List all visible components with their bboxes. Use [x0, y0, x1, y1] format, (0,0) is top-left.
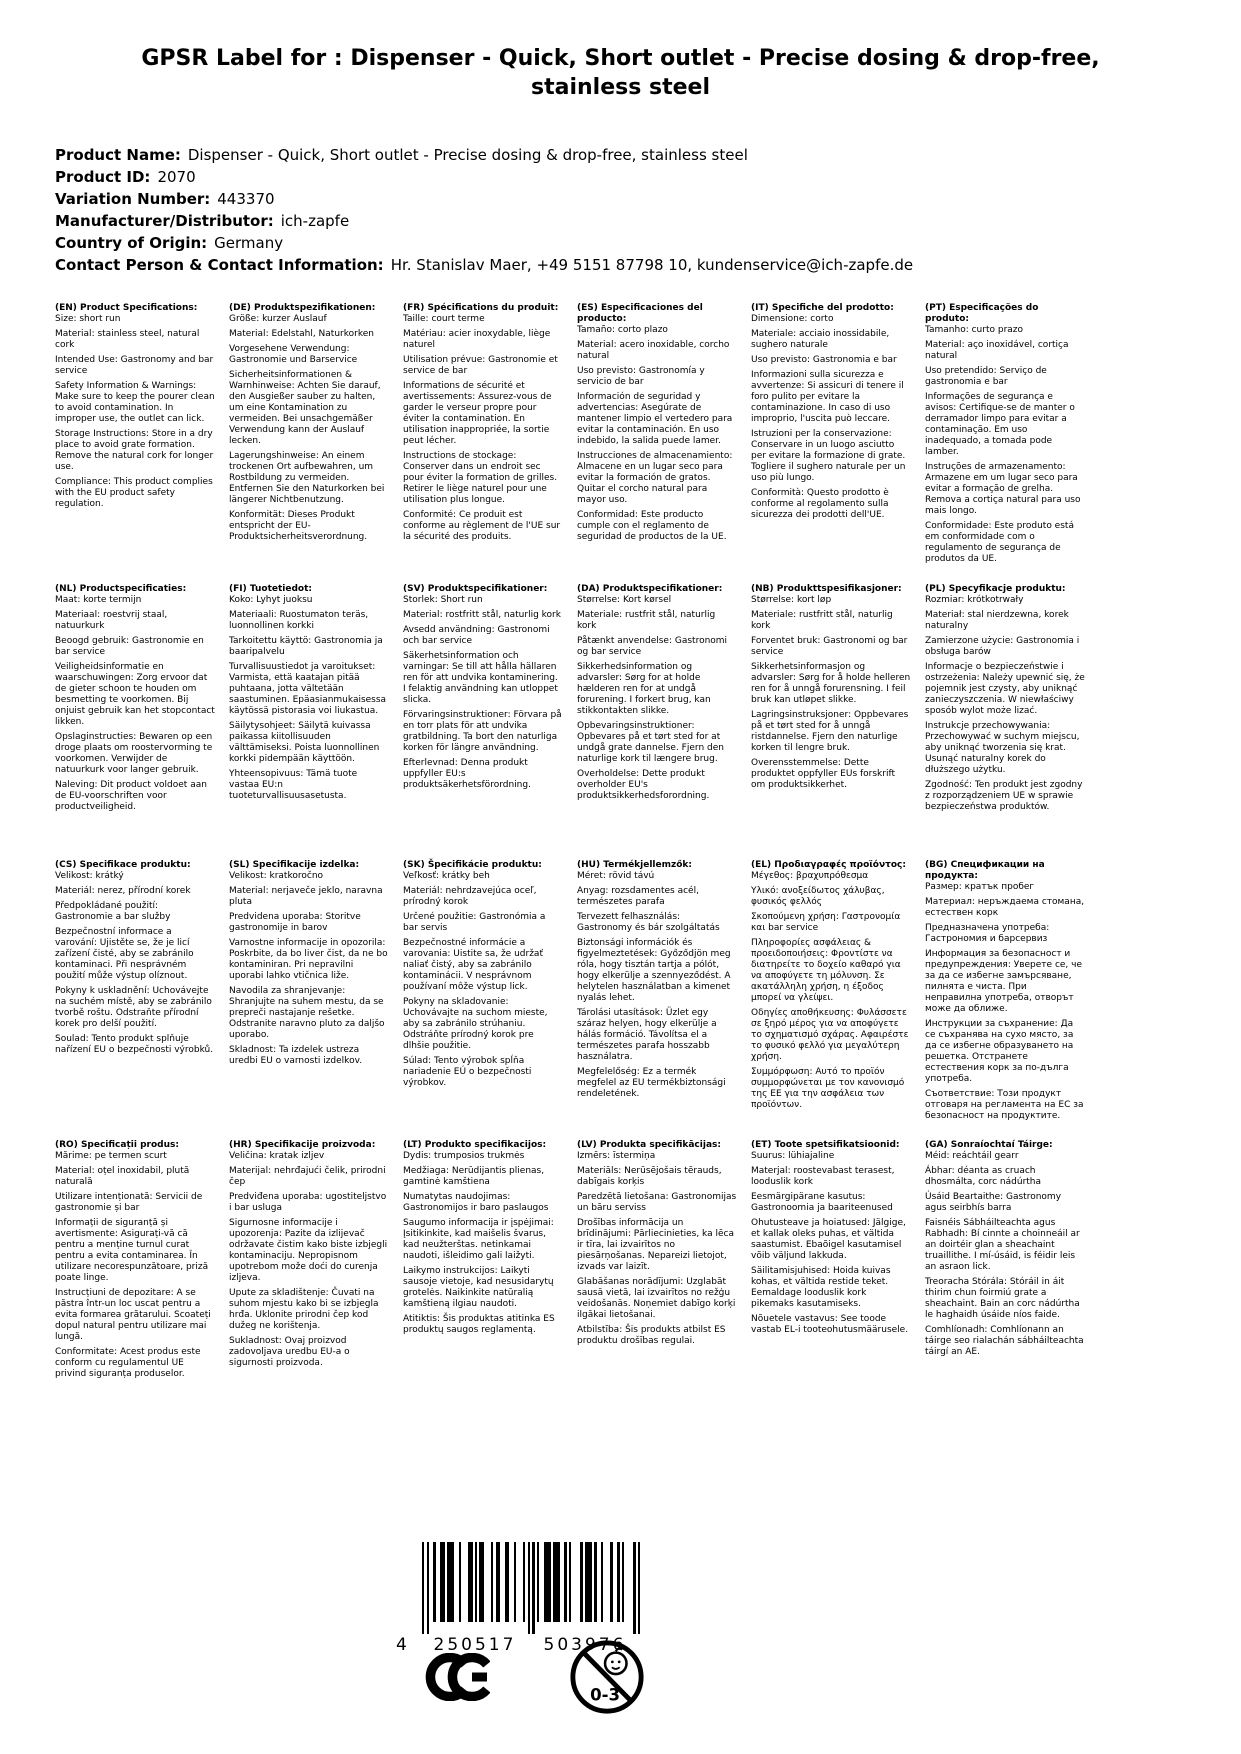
spec-paragraph: Materjal: roostevabast terasest, looduslik kork [751, 1166, 895, 1187]
spec-paragraph: Συμμόρφωση: Αυτό το προϊόν συμμορφώνεται με τον κανονισμό της ΕΕ για την ασφάλεια των προϊόντων. [751, 1067, 905, 1110]
product-info-row [55, 144, 913, 166]
spec-paragraph: Overholdelse: Dette produkt overholder EU's produktsikkerhedsforordning. [577, 769, 710, 801]
spec-paragraph: Opslaginstructies: Bewaren op een droge plaats om roostervorming te voorkomen. Verwijder de natuurkurk voor langer gebruik. [55, 732, 213, 775]
spec-paragraph: Rozmiar: krótkotrwały [925, 595, 1024, 605]
spec-paragraph: Veličina: kratak izljev [229, 1151, 325, 1161]
spec-paragraph: Información de seguridad y advertencias: Asegúrate de mantener limpio el vertedero para evitar la contaminación. En uso indebido, la salida puede lamer. [577, 392, 733, 446]
lang-block-hr [229, 1140, 389, 1384]
lang-block-hu [577, 860, 737, 1140]
spec-paragraph: Materiale: rustfritt stål, naturlig kork [751, 610, 893, 631]
product-info-value: Germany [214, 234, 284, 252]
spec-paragraph: Intended Use: Gastronomy and bar service [55, 355, 214, 376]
spec-paragraph: Beoogd gebruik: Gastronomie en bar service [55, 636, 204, 657]
lang-header: (BG) Спецификации на продукта: [925, 860, 1045, 881]
spec-paragraph: Predvidena uporaba: Storitve gastronomije in barov [229, 912, 361, 933]
spec-paragraph: Material: nerjaveče jeklo, naravna pluta [229, 886, 383, 907]
spec-paragraph: Tárolási utasítások: Üzlet egy száraz helyen, hogy elkerülje a hálás formáció. Távolítsa el a természetes parafa hosszabb használatra. [577, 1008, 717, 1062]
product-info-value: ich-zapfe [280, 212, 350, 230]
spec-paragraph: Naleving: Dit product voldoet aan de EU-voorschriften voor productveiligheid. [55, 780, 207, 812]
product-info-row [55, 166, 913, 188]
lang-block-lt [403, 1140, 563, 1384]
lang-block-sl [229, 860, 389, 1140]
spec-paragraph: Utilisation prévue: Gastronomie et service de bar [403, 355, 558, 376]
spec-paragraph: Varnostne informacije in opozorila: Poskrbite, da bo liver čist, da ne bo kontaminiran. Pri nepravilni uporabi lahko vtičnica liže. [229, 938, 388, 981]
spec-paragraph: Bezpečnostné informácie a varovania: Uistite sa, že udržať naliať čistý, aby sa zabránilo kontaminácii. V nesprávnom používaní môže výstup lick. [403, 938, 543, 992]
lang-header: (LT) Produkto specifikacijos: [403, 1140, 547, 1150]
spec-paragraph: Zamierzone użycie: Gastronomia i obsługa barów [925, 636, 1080, 657]
spec-paragraph: Paredzētā lietošana: Gastronomijas un bāru serviss [577, 1192, 737, 1213]
spec-paragraph: Størrelse: Kort kørsel [577, 595, 672, 605]
lang-header: (PT) Especificações do produto: [925, 303, 1039, 324]
spec-paragraph: Sikkerhedsinformation og advarsler: Sørg for at holde hælderen ren for at undgå forurening. I forkert brug, kan stikkontakten slikke. [577, 662, 711, 716]
spec-paragraph: Úsáid Beartaithe: Gastronomy agus seirbhís barra [925, 1192, 1062, 1213]
product-info-block [55, 144, 913, 276]
spec-paragraph: Størrelse: kort løp [751, 595, 832, 605]
spec-paragraph: Mărime: pe termen scurt [55, 1151, 167, 1161]
spec-paragraph: Conformità: Questo prodotto è conforme al regolamento sulla sicurezza dei prodotti dell'UE. [751, 488, 889, 520]
spec-paragraph: Материал: неръждаема стомана, естествен корк [925, 897, 1085, 918]
spec-paragraph: Atbilstība: Šis produkts atbilst ES produktu drošības regulai. [577, 1325, 726, 1346]
lang-block-ga [925, 1140, 1085, 1384]
spec-paragraph: Avsedd användning: Gastronomi och bar service [403, 625, 550, 646]
barcode-bars [422, 1542, 644, 1634]
spec-paragraph: Förvaringsinstruktioner: Förvara på en torr plats för att undvika gratbildning. Ta bort den naturliga korken för längre användning. [403, 710, 562, 753]
spec-paragraph: Säilitamisjuhised: Hoida kuivas kohas, et vältida restide teket. Eemaldage looduslik kork pikemaks kasutamiseks. [751, 1266, 891, 1309]
spec-paragraph: Предназначена употреба: Гастрономия и барсервиз [925, 923, 1050, 944]
lang-block-pt [925, 303, 1085, 584]
lang-block-es [577, 303, 737, 584]
spec-paragraph: Größe: kurzer Auslauf [229, 314, 327, 324]
spec-paragraph: Súlad: Tento výrobok spĺňa nariadenie EÚ o bezpečnosti výrobkov. [403, 1056, 532, 1088]
lang-header: (PL) Specyfikacje produktu: [925, 584, 1066, 594]
spec-paragraph: Veiligheidsinformatie en waarschuwingen: Zorg ervoor dat de gieter schoon te houden om besmetting te voorkomen. Bij onjuist gebruik kan het stopcontact likken. [55, 662, 215, 727]
barcode-digit-system: 4 [396, 1635, 407, 1655]
spec-paragraph: Bezpečnostní informace a varování: Ujistěte se, že je licí zařízení čisté, aby se zabránilo kontaminaci. Při nesprávném použití může výstup olíznout. [55, 927, 194, 981]
spec-paragraph: Biztonsági információk és figyelmeztetések: Győződjön meg róla, hogy tisztán tartja a pólót, hogy elkerülje a szennyeződést. A helytelen használatban a kimenet nyalás lehet. [577, 938, 731, 1003]
spec-paragraph: Materiał: stal nierdzewna, korek naturalny [925, 610, 1069, 631]
spec-paragraph: Material: stainless steel, natural cork [55, 329, 200, 350]
spec-paragraph: Storage Instructions: Store in a dry place to avoid grate formation. Remove the natural cork for longer use. [55, 429, 214, 472]
lang-block-bg [925, 860, 1085, 1140]
lang-header: (RO) Specificații produs: [55, 1140, 179, 1150]
spec-paragraph: Sicherheitsinformationen & Warnhinweise: Achten Sie darauf, den Ausgießer sauber zu halten, um eine Kontamination zu vermeiden. Bei unsachgemäßer Verwendung kann der Auslauf lecken. [229, 370, 381, 446]
spec-paragraph: Předpokládané použití: Gastronomie a bar služby [55, 901, 171, 922]
spec-paragraph: Numatytas naudojimas: Gastronomijos ir baro paslaugos [403, 1192, 549, 1213]
product-info-value: 443370 [217, 190, 275, 208]
lang-header: (EL) Προδιαγραφές προϊόντος: [751, 860, 906, 870]
language-specs-grid [55, 303, 1085, 1384]
spec-paragraph: Overensstemmelse: Dette produktet oppfyller EUs forskrift om produktsikkerhet. [751, 758, 896, 790]
spec-paragraph: Размер: кратък пробег [925, 882, 1035, 892]
spec-paragraph: Taille: court terme [403, 314, 485, 324]
spec-paragraph: Instrucciones de almacenamiento: Almacene en un lugar seco para evitar la formación de gratos. Quitar el corcho natural para mayor uso. [577, 451, 733, 505]
spec-paragraph: Určené použitie: Gastronómia a bar servis [403, 912, 546, 933]
spec-paragraph: Σκοπούμενη χρήση: Γαστρονομία και bar service [751, 912, 901, 933]
lang-header: (CS) Specifikace produktu: [55, 860, 191, 870]
spec-paragraph: Sukladnost: Ovaj proizvod zadovoljava uredbu EU-a o sigurnosti proizvoda. [229, 1336, 350, 1368]
spec-paragraph: Méret: rövid távú [577, 871, 655, 881]
spec-paragraph: Saugumo informacija ir įspėjimai: Įsitikinkite, kad maišelis švarus, kad neužterštas. netinkamai naudoti, išleidimo gali laižyti. [403, 1218, 554, 1261]
spec-paragraph: Informacje o bezpieczeństwie i ostrzeżenia: Należy upewnić się, że pojemnik jest czysty, aby uniknąć zanieczyszczenia. W niewłaściwy sposób wylot może lizać. [925, 662, 1085, 716]
barcode-digits-left: 250517 [433, 1635, 517, 1655]
spec-paragraph: Lagringsinstruksjoner: Oppbevares på et tørt sted for å unngå ristdannelse. Fjern den naturlige korken til lengre bruk. [751, 710, 909, 753]
spec-paragraph: Materiāls: Nerūsējošais tērauds, dabīgais korķis [577, 1166, 722, 1187]
lang-block-nb [751, 584, 911, 860]
spec-paragraph: Materiaali: Ruostumaton teräs, luonnollinen korkki [229, 610, 369, 631]
spec-paragraph: Materijal: nehrđajući čelik, prirodni čep [229, 1166, 386, 1187]
lang-block-fi [229, 584, 389, 860]
spec-paragraph: Conformidad: Este producto cumple con el reglamento de seguridad de productos de la UE. [577, 510, 727, 542]
spec-paragraph: Sikkerhetsinformasjon og advarsler: Sørg for å holde helleren ren for å unngå forurensning. I feil bruk kan utløpet slikke. [751, 662, 911, 705]
lang-header: (SV) Produktspecifikationer: [403, 584, 548, 594]
lang-header: (IT) Specifiche del prodotto: [751, 303, 894, 313]
spec-paragraph: Upute za skladištenje: Čuvati na suhom mjestu kako bi se izbjegla hrđa. Uklonite prirodni čep kod dužeg ne korištenja. [229, 1288, 379, 1331]
product-info-row [55, 232, 913, 254]
spec-paragraph: Instrukcje przechowywania: Przechowywać w suchym miejscu, aby uniknąć tworzenia się krat. Usunąć naturalny korek do dłuższego użytku. [925, 721, 1080, 775]
spec-paragraph: Pokyny na skladovanie: Uchovávajte na suchom mieste, aby sa zabránilo strúhaniu. Odstráňte prírodný korok pre dlhšie použitie. [403, 997, 548, 1051]
lang-block-it [751, 303, 911, 584]
spec-paragraph: Informações de segurança e avisos: Certifique-se de manter o derramador limpo para evitar a contaminação. Em uso inadequado, a tomada pode lamber. [925, 392, 1075, 457]
spec-paragraph: Påtænkt anvendelse: Gastronomi og bar service [577, 636, 728, 657]
spec-paragraph: Οδηγίες αποθήκευσης: Φυλάσσετε σε ξηρό μέρος για να αποφύγετε το σχηματισμό σχάρας. Αφαιρέστε το φυσικό φελλό για μεγαλύτερη χρήση. [751, 1008, 909, 1062]
spec-paragraph: Säilytysohjeet: Säilytä kuivassa paikassa kiitollisuuden välttämiseksi. Poista luonnollinen korkki pidempään käyttöön. [229, 721, 380, 764]
spec-paragraph: Konformität: Dieses Produkt entspricht der EU-Produktsicherheitsverordnung. [229, 510, 368, 542]
spec-paragraph: Съответствие: Този продукт отговаря на регламента на ЕС за безопасност на продуктите. [925, 1089, 1084, 1121]
spec-paragraph: Ábhar: déanta as cruach dhosmálta, corc nádúrtha [925, 1166, 1042, 1187]
spec-paragraph: Инструкции за съхранение: Да се съхранява на сухо място, за да се избегне образуването на решетка. Отстранете естествения корк за по-дълга употреба. [925, 1019, 1074, 1084]
lang-block-et [751, 1140, 911, 1384]
spec-paragraph: Zgodność: Ten produkt jest zgodny z rozporządzeniem UE w sprawie bezpieczeństwa produktów. [925, 780, 1083, 812]
product-info-value: 2070 [157, 168, 196, 186]
lang-header: (SK) Špecifikácie produktu: [403, 860, 542, 870]
spec-paragraph: Instrucțiuni de depozitare: A se păstra într-un loc uscat pentru a evita formarea grătarului. Scoateți dopul natural pentru utilizare mai lungă. [55, 1288, 211, 1342]
spec-paragraph: Opbevaringsinstruktioner: Opbevares på et tørt sted for at undgå grate dannelse. Fjern den naturlige kork til længere brug. [577, 721, 724, 764]
baby-face-icon [605, 1653, 626, 1674]
spec-paragraph: Megfelelőség: Ez a termék megfelel az EU termékbiztonsági rendeletének. [577, 1067, 726, 1099]
spec-paragraph: Conformidade: Este produto está em conformidade com o regulamento de segurança de produtos da UE. [925, 521, 1074, 564]
spec-paragraph: Materiale: acciaio inossidabile, sughero naturale [751, 329, 890, 350]
spec-paragraph: Compliance: This product complies with the EU product safety regulation. [55, 477, 213, 509]
product-info-label: Country of Origin: [55, 234, 208, 252]
lang-block-ro [55, 1140, 215, 1384]
spec-paragraph: Safety Information & Warnings: Make sure to keep the pourer clean to avoid contamination. In improper use, the outlet can lick. [55, 381, 215, 424]
spec-paragraph: Materiál: nehrdzavejúca oceľ, prírodný korok [403, 886, 537, 907]
lang-header: (ET) Toote spetsifikatsioonid: [751, 1140, 900, 1150]
spec-paragraph: Faisnéis Sábháilteachta agus Rabhadh: Bí cinnte a choinneáil ar an doirtéir glan a sheachaint truaillithe. I mí-úsáid, is féidir leis an asraon lick. [925, 1218, 1080, 1272]
spec-paragraph: Size: short run [55, 314, 121, 324]
spec-paragraph: Treoracha Stórála: Stóráil in áit thirim chun foirmiú grate a sheachaint. Bain an corc nádúrtha le haghaidh úsáide níos faide. [925, 1277, 1080, 1320]
spec-paragraph: Lagerungshinweise: An einem trockenen Ort aufbewahren, um Rostbildung zu vermeiden. Entfernen Sie den Naturkorken bei längerer Nichtbenutzung. [229, 451, 385, 505]
lang-header: (HR) Specifikacije proizvoda: [229, 1140, 376, 1150]
spec-paragraph: Istruzioni per la conservazione: Conservare in un luogo asciutto per evitare la formazione di grate. Togliere il sughero naturale per un uso più lungo. [751, 429, 906, 483]
spec-paragraph: Conformitate: Acest produs este conform cu regulamentul UE privind siguranța produselor. [55, 1347, 201, 1379]
spec-paragraph: Информация за безопасност и предупреждения: Уверете се, че за да се избегне замърсяване, пилнята е чиста. При неправилна употреба, отворът може да оближе. [925, 949, 1083, 1014]
product-info-row [55, 210, 913, 232]
spec-paragraph: Πληροφορίες ασφάλειας & προειδοποιήσεις: Φροντίστε να διατηρείτε το δοχείο καθαρό για να αποφύγετε τη μόλυνση. Σε ακατάλληλη χρήση, η έξοδος μπορεί να γλείψει. [751, 938, 901, 1003]
barcode-module [638, 1542, 640, 1634]
lang-block-el [751, 860, 911, 1140]
lang-header: (FR) Spécifications du produit: [403, 303, 559, 313]
spec-paragraph: Tarkoitettu käyttö: Gastronomia ja baaripalvelu [229, 636, 383, 657]
product-info-label: Manufacturer/Distributor: [55, 212, 274, 230]
lang-header: (DE) Produktspezifikationen: [229, 303, 376, 313]
spec-paragraph: Glabāšanas norādījumi: Uzglabāt sausā vietā, lai izvairītos no režģu veidošanās. Noņemiet dabīgo korķi ilgākai lietošanai. [577, 1277, 736, 1320]
lang-header: (DA) Produktspecifikationer: [577, 584, 723, 594]
spec-paragraph: Predviđena uporaba: ugostiteljstvo i bar usluga [229, 1192, 387, 1213]
spec-paragraph: Conformité: Ce produit est conforme au règlement de l'UE sur la sécurité des produits. [403, 510, 561, 542]
spec-paragraph: Koko: Lyhyt juoksu [229, 595, 313, 605]
spec-paragraph: Uso previsto: Gastronomia e bar [751, 355, 897, 365]
spec-paragraph: Méid: reáchtáil gearr [925, 1151, 1019, 1161]
spec-paragraph: Materiál: nerez, přírodní korek [55, 886, 191, 896]
spec-paragraph: Storlek: Short run [403, 595, 483, 605]
spec-paragraph: Izmērs: īstermiņa [577, 1151, 656, 1161]
spec-paragraph: Tervezett felhasználás: Gastronomy és bár szolgáltatás [577, 912, 720, 933]
product-info-label: Product Name: [55, 146, 181, 164]
lang-header: (NB) Produkttspesifikasjoner: [751, 584, 902, 594]
spec-paragraph: Materiaal: roestvrij staal, natuurkurk [55, 610, 168, 631]
spec-paragraph: Ohutusteave ja hoiatused: Jälgige, et kallak oleks puhas, et vältida saastumist. Ebaõigel kasutamisel võib väljund lakkuda. [751, 1218, 906, 1261]
lang-block-nl [55, 584, 215, 860]
product-info-row [55, 254, 913, 276]
spec-paragraph: Utilizare intenționată: Servicii de gastronomie și bar [55, 1192, 203, 1213]
spec-paragraph: Anyag: rozsdamentes acél, természetes parafa [577, 886, 699, 907]
spec-paragraph: Efterlevnad: Denna produkt uppfyller EU:s produktsäkerhetsförordning. [403, 758, 531, 790]
spec-paragraph: Informații de siguranță și avertismente: Asigurați-vă că pentru a menține turnul curat pentru a evita contaminarea. În utilizare necorespunzătoare, priză poate linge. [55, 1218, 209, 1283]
age-warning-text: 0-3 [590, 1685, 621, 1705]
lang-header: (EN) Product Specifications: [55, 303, 198, 313]
spec-paragraph: Uso previsto: Gastronomía y servicio de bar [577, 366, 705, 387]
spec-paragraph: Tamanho: curto prazo [925, 325, 1024, 335]
spec-paragraph: Dydis: trumposios trukmės [403, 1151, 525, 1161]
ce-mark-icon [424, 1653, 490, 1701]
lang-header: (HU) Termékjellemzők: [577, 860, 693, 870]
spec-paragraph: Velikost: krátký [55, 871, 124, 881]
spec-paragraph: Instruções de armazenamento: Armazene em um lugar seco para evitar a formação de grelha. Remova a cortiça natural para uso mais longo. [925, 462, 1081, 516]
spec-paragraph: Uso pretendido: Serviço de gastronomia e bar [925, 366, 1047, 387]
product-info-label: Product ID: [55, 168, 151, 186]
product-info-value: Hr. Stanislav Maer, +49 5151 87798 10, kundenservice@ich-zapfe.de [390, 256, 914, 274]
spec-paragraph: Nõuetele vastavus: See toode vastab EL-i tooteohutusmäärusele. [751, 1314, 909, 1335]
spec-paragraph: Materiale: rustfrit stål, naturlig kork [577, 610, 716, 631]
lang-header: (LV) Produkta specifikācijas: [577, 1140, 721, 1150]
spec-paragraph: Material: acero inoxidable, corcho natural [577, 340, 730, 361]
spec-paragraph: Veľkosť: krátky beh [403, 871, 490, 881]
lang-block-lv [577, 1140, 737, 1384]
spec-paragraph: Vorgesehene Verwendung: Gastronomie und Barservice [229, 344, 358, 365]
spec-paragraph: Instructions de stockage: Conserver dans un endroit sec pour éviter la formation de grilles. Retirer le liège naturel pour une utilisation plus longue. [403, 451, 558, 505]
spec-paragraph: Atitiktis: Šis produktas atitinka ES produktų saugos reglamentą. [403, 1314, 555, 1335]
lang-header: (NL) Productspecificaties: [55, 584, 187, 594]
spec-paragraph: Informations de sécurité et avertissements: Assurez-vous de garder le verseur propre pour éviter la contamination. En utilisation inappropriée, la sortie peut lécher. [403, 381, 552, 446]
spec-paragraph: Υλικό: ανοξείδωτος χάλυβας, φυσικός φελλός [751, 886, 885, 907]
lang-block-da [577, 584, 737, 860]
spec-paragraph: Suurus: lühiajaline [751, 1151, 835, 1161]
spec-paragraph: Maat: korte termijn [55, 595, 142, 605]
lang-block-en [55, 303, 215, 584]
spec-paragraph: Eesmärgipärane kasutus: Gastronoomia ja baariteenused [751, 1192, 893, 1213]
spec-paragraph: Laikymo instrukcijos: Laikyti sausoje vietoje, kad nesusidarytų grotelės. Naikinkite natūralią kamštieną ilgiau naudoti. [403, 1266, 554, 1309]
spec-paragraph: Soulad: Tento produkt splňuje nařízení EU o bezpečnosti výrobků. [55, 1034, 214, 1055]
spec-paragraph: Sigurnosne informacije i upozorenja: Pazite da izlijevač održavate čistim kako biste izbjegli kontaminaciju. Nepropisnom upotrebom može doći do curenja izljeva. [229, 1218, 388, 1283]
spec-paragraph: Informazioni sulla sicurezza e avvertenze: Si assicuri di tenere il foro pulito per evitare la contaminazione. In caso di uso improprio, l'uscita può leccare. [751, 370, 904, 424]
spec-paragraph: Velikost: kratkoročno [229, 871, 324, 881]
spec-paragraph: Dimensione: corto [751, 314, 834, 324]
product-info-label: Contact Person & Contact Information: [55, 256, 384, 274]
lang-block-pl [925, 584, 1085, 860]
spec-paragraph: Material: rostfritt stål, naturlig kork [403, 610, 561, 620]
spec-paragraph: Material: oțel inoxidabil, plută naturală [55, 1166, 190, 1187]
lang-block-fr [403, 303, 563, 584]
spec-paragraph: Turvallisuustiedot ja varoitukset: Varmista, että kaatajan pitää puhtaana, jotta vältetään saastuminen. Epäasianmukaisessa käytössä pistorasia voi liukastua. [229, 662, 387, 716]
spec-paragraph: Yhteensopivuus: Tämä tuote vastaa EU:n tuoteturvallisuusasetusta. [229, 769, 358, 801]
spec-paragraph: Medžiaga: Nerūdijantis plienas, gamtinė kamštiena [403, 1166, 545, 1187]
spec-paragraph: Material: Edelstahl, Naturkorken [229, 329, 374, 339]
lang-block-sv [403, 584, 563, 860]
lang-header: (ES) Especificaciones del producto: [577, 303, 703, 324]
product-info-label: Variation Number: [55, 190, 211, 208]
age-warning-0-3-icon [568, 1638, 646, 1716]
product-info-value: Dispenser - Quick, Short outlet - Precise dosing & drop-free, stainless steel [187, 146, 748, 164]
barcode-digits-right: 503976 [543, 1635, 627, 1655]
product-info-row [55, 188, 913, 210]
spec-paragraph: Material: aço inoxidável, cortiça natural [925, 340, 1069, 361]
lang-block-sk [403, 860, 563, 1140]
lang-header: (FI) Tuotetiedot: [229, 584, 313, 594]
lang-header: (SL) Specifikacije izdelka: [229, 860, 360, 870]
lang-block-de [229, 303, 389, 584]
spec-paragraph: Matériau: acier inoxydable, liège naturel [403, 329, 551, 350]
spec-paragraph: Comhlíonadh: Comhlíonann an táirge seo rialachán sábháilteachta táirgí an AE. [925, 1325, 1084, 1357]
spec-paragraph: Forventet bruk: Gastronomi og bar service [751, 636, 908, 657]
spec-paragraph: Μέγεθος: βραχυπρόθεσμα [751, 871, 869, 881]
spec-paragraph: Tamaño: corto plazo [577, 325, 668, 335]
page-title: GPSR Label for : Dispenser - Quick, Short outlet - Precise dosing & drop-free, stainless steel [141, 46, 1100, 100]
spec-paragraph: Pokyny k uskladnění: Uchovávejte na suchém místě, aby se zabránilo tvorbě roštu. Odstraňte přírodní korek pro delší použití. [55, 986, 212, 1029]
spec-paragraph: Skladnost: Ta izdelek ustreza uredbi EU o varnosti izdelkov. [229, 1045, 363, 1066]
spec-paragraph: Säkerhetsinformation och varningar: Se till att hålla hällaren ren för att undvika kontaminering. I felaktig användning kan utloppet slicka. [403, 651, 558, 705]
spec-paragraph: Drošības informācija un brīdinājumi: Pārliecinieties, ka lēca ir tīra, lai izvairītos no piesārņošanas. Nepareizi lietojot, izvads var laizīt. [577, 1218, 734, 1272]
spec-paragraph: Navodila za shranjevanje: Shranjujte na suhem mestu, da se prepreči nastajanje rešetke. Odstranite naravno pluto za daljšo uporabo. [229, 986, 385, 1040]
lang-header: (GA) Sonraíochtaí Táirge: [925, 1140, 1053, 1150]
lang-block-cs [55, 860, 215, 1140]
